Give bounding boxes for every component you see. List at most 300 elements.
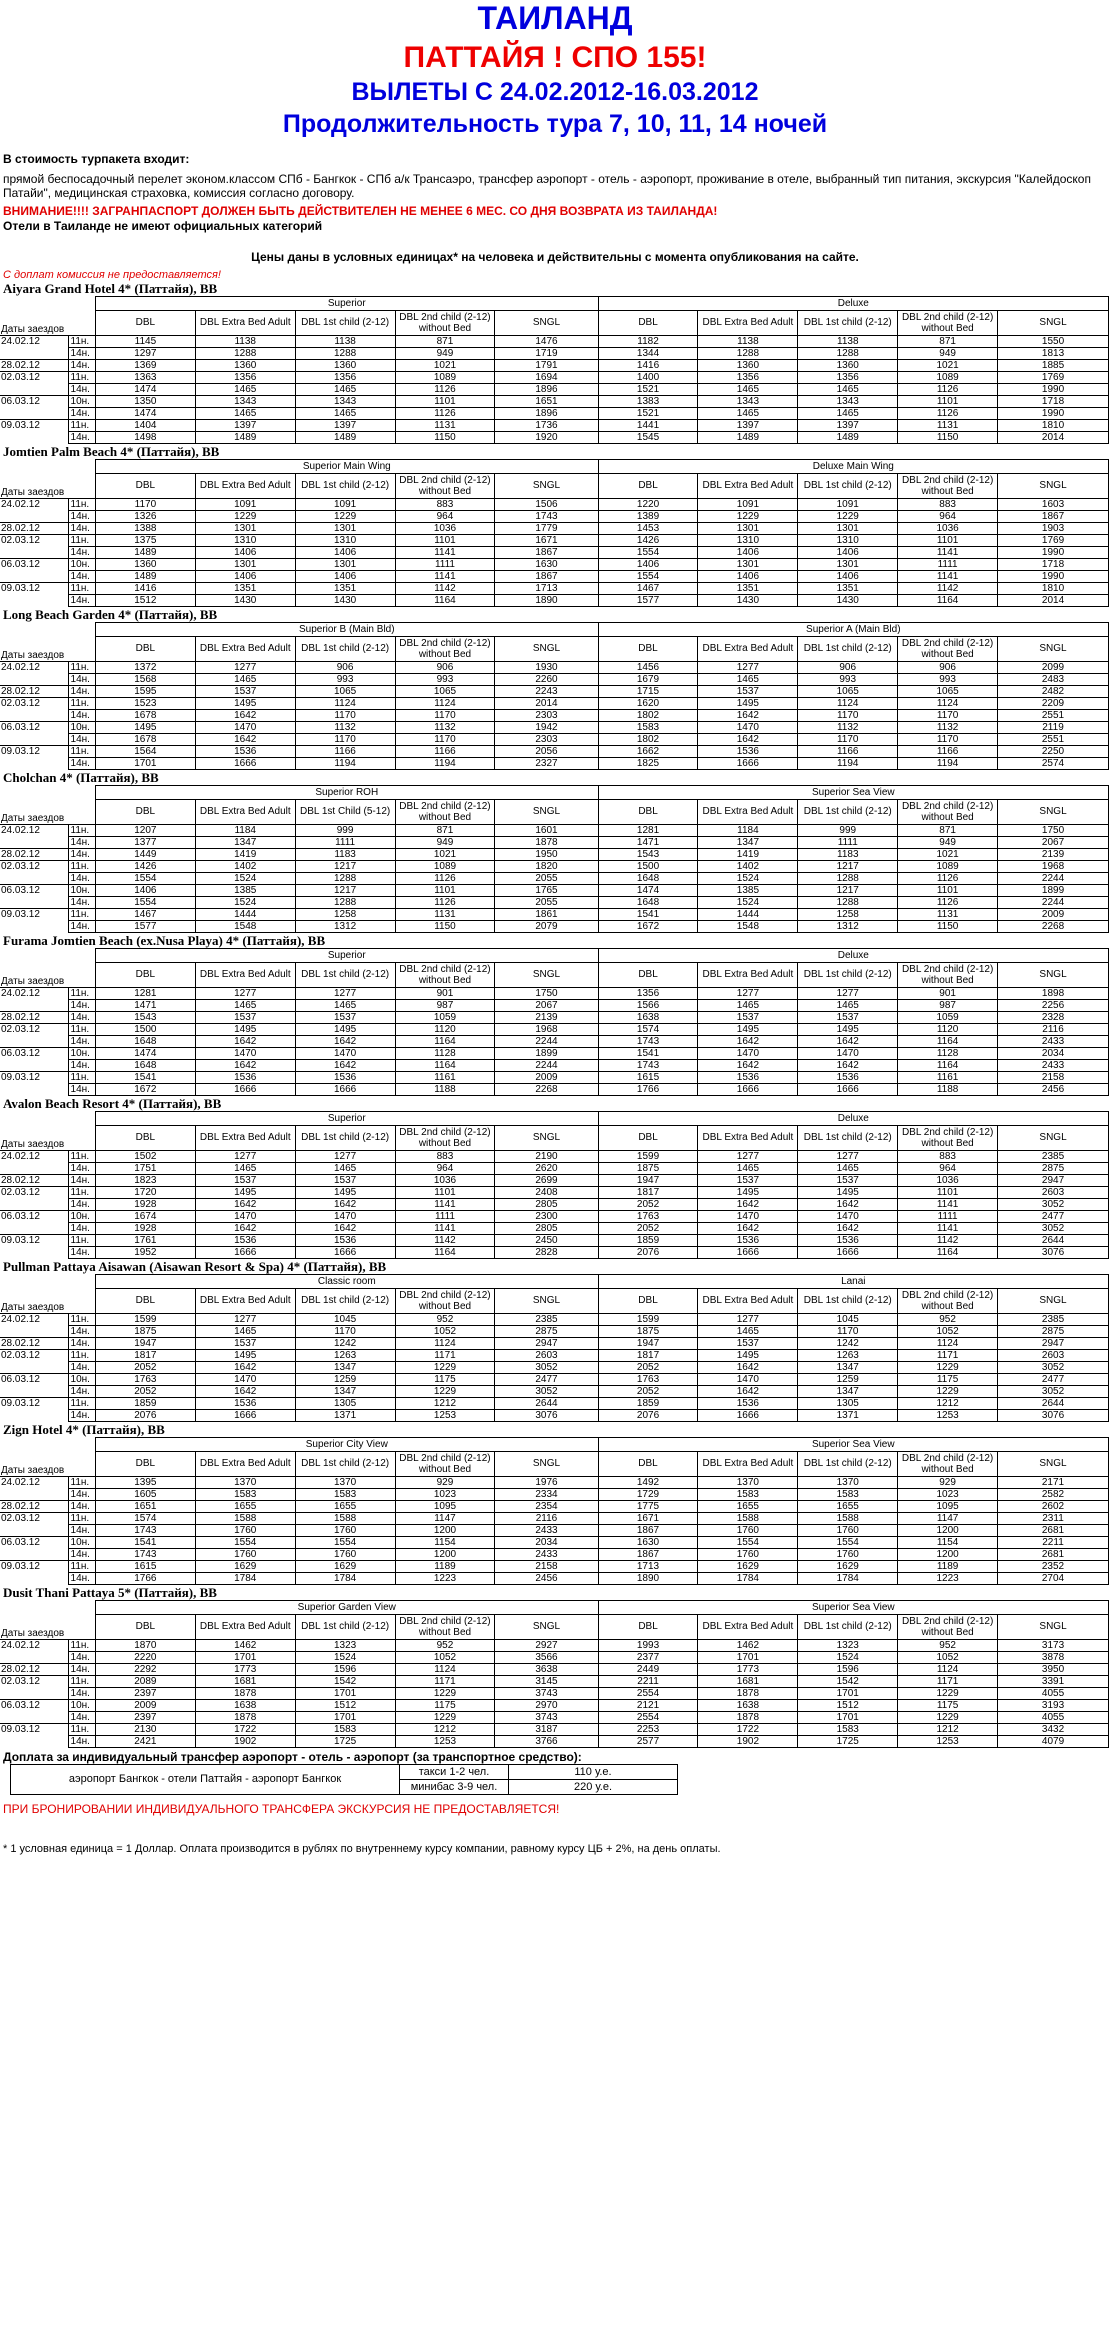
- price-cell: 3076: [998, 1409, 1109, 1421]
- price-cell: 2244: [495, 1059, 598, 1071]
- price-cell: 2385: [998, 1313, 1109, 1325]
- price-cell: 1761: [95, 1234, 195, 1246]
- nights-cell: 11н.: [68, 534, 95, 546]
- price-row: [0, 1687, 1109, 1699]
- price-cell: 1402: [698, 860, 798, 872]
- price-row: [0, 1325, 1109, 1337]
- transfer-title: Доплата за индивидуальный трансфер аэропорт - отель - аэропорт (за транспортное средство):: [3, 1749, 582, 1764]
- price-table: [0, 459, 1109, 607]
- price-cell: 1124: [898, 697, 998, 709]
- price-row: [0, 1047, 1109, 1059]
- price-cell: 1142: [395, 582, 495, 594]
- column-header-row: [0, 1125, 1109, 1150]
- price-cell: 1564: [95, 745, 195, 757]
- room-type-b: Deluxe: [598, 1111, 1108, 1125]
- price-cell: 1089: [395, 860, 495, 872]
- price-cell: 2352: [998, 1560, 1109, 1572]
- arrival-date: 09.03.12: [0, 419, 68, 431]
- hotel-list: [0, 281, 1110, 1748]
- price-row: [0, 558, 1109, 570]
- price-cell: 1642: [698, 1059, 798, 1071]
- arrival-date: [0, 1246, 68, 1258]
- price-cell: 2947: [998, 1337, 1109, 1349]
- price-cell: 1878: [698, 1711, 798, 1723]
- price-cell: 1402: [195, 860, 295, 872]
- price-cell: 1126: [898, 407, 998, 419]
- price-cell: 1583: [798, 1488, 898, 1500]
- price-cell: 2116: [495, 1512, 598, 1524]
- column-header: DBL 2nd child (2-12) without Bed: [395, 1451, 495, 1476]
- price-table: [0, 622, 1109, 770]
- price-cell: 1326: [95, 510, 195, 522]
- price-cell: 1760: [698, 1548, 798, 1560]
- price-cell: 2014: [495, 697, 598, 709]
- price-cell: 1059: [898, 1011, 998, 1023]
- arrival-date: 28.02.12: [0, 848, 68, 860]
- column-header: DBL: [95, 473, 195, 498]
- price-cell: 1138: [195, 335, 295, 347]
- price-cell: 1470: [698, 1047, 798, 1059]
- price-cell: 1495: [195, 697, 295, 709]
- price-cell: 1548: [698, 920, 798, 932]
- price-cell: 1928: [95, 1198, 195, 1210]
- price-cell: 1164: [395, 594, 495, 606]
- price-cell: 3638: [495, 1663, 598, 1675]
- price-cell: 1615: [95, 1560, 195, 1572]
- price-cell: 1720: [95, 1186, 195, 1198]
- price-row: [0, 1083, 1109, 1095]
- dates-header: Даты заездов: [1, 975, 65, 987]
- price-cell: 1476: [495, 335, 598, 347]
- nights-cell: 14н.: [68, 431, 95, 443]
- price-cell: 1867: [598, 1524, 698, 1536]
- price-cell: 2577: [598, 1735, 698, 1747]
- price-cell: 1212: [898, 1397, 998, 1409]
- price-cell: 1489: [295, 431, 395, 443]
- price-cell: 1170: [295, 709, 395, 721]
- price-cell: 2397: [95, 1711, 195, 1723]
- price-cell: 2681: [998, 1548, 1109, 1560]
- price-row: [0, 1488, 1109, 1500]
- price-cell: 1890: [495, 594, 598, 606]
- column-header-row: [0, 799, 1109, 824]
- price-cell: 1802: [598, 733, 698, 745]
- departures-title: ВЫЛЕТЫ С 24.02.2012-16.03.2012: [351, 78, 759, 107]
- arrival-date: 24.02.12: [0, 1476, 68, 1488]
- price-cell: 1347: [798, 1361, 898, 1373]
- price-cell: 1554: [598, 546, 698, 558]
- price-cell: 1363: [95, 371, 195, 383]
- price-cell: 1638: [698, 1699, 798, 1711]
- price-cell: 1715: [598, 685, 698, 697]
- price-cell: 1642: [195, 1059, 295, 1071]
- nights-cell: 11н.: [68, 697, 95, 709]
- price-cell: 2211: [598, 1675, 698, 1687]
- price-cell: 2244: [495, 1035, 598, 1047]
- price-cell: 1277: [295, 987, 395, 999]
- corner-cell: [0, 296, 95, 310]
- price-cell: 1823: [95, 1174, 195, 1186]
- column-header: SNGL: [495, 636, 598, 661]
- price-cell: 1301: [195, 558, 295, 570]
- arrival-date: 09.03.12: [0, 1071, 68, 1083]
- price-cell: 1899: [998, 884, 1109, 896]
- price-cell: 1395: [95, 1476, 195, 1488]
- price-cell: 2947: [495, 1337, 598, 1349]
- arrival-date: 02.03.12: [0, 534, 68, 546]
- price-cell: 1763: [95, 1373, 195, 1385]
- price-cell: 1666: [295, 1083, 395, 1095]
- price-cell: 1170: [395, 709, 495, 721]
- column-header: DBL Extra Bed Adult: [698, 962, 798, 987]
- price-row: [0, 1560, 1109, 1572]
- price-cell: 1301: [798, 558, 898, 570]
- price-cell: 1091: [798, 498, 898, 510]
- price-cell: 1194: [395, 757, 495, 769]
- price-cell: 1111: [395, 1210, 495, 1222]
- price-cell: 1638: [195, 1699, 295, 1711]
- room-type-row: [0, 1600, 1109, 1614]
- price-cell: 2244: [998, 896, 1109, 908]
- price-cell: 1166: [898, 745, 998, 757]
- price-cell: 1101: [898, 395, 998, 407]
- price-cell: 2076: [598, 1409, 698, 1421]
- price-cell: 1101: [395, 395, 495, 407]
- price-cell: 1760: [295, 1548, 395, 1560]
- price-cell: 2158: [998, 1071, 1109, 1083]
- price-cell: 906: [798, 661, 898, 673]
- price-cell: 2220: [95, 1651, 195, 1663]
- price-cell: 1655: [195, 1500, 295, 1512]
- price-cell: 1310: [195, 534, 295, 546]
- column-header: DBL 2nd child (2-12) without Bed: [395, 1125, 495, 1150]
- price-cell: 1370: [698, 1476, 798, 1488]
- price-cell: 2477: [998, 1210, 1109, 1222]
- price-cell: 1859: [598, 1234, 698, 1246]
- nights-cell: 11н.: [68, 1234, 95, 1246]
- column-header: DBL: [598, 1614, 698, 1639]
- price-cell: 1388: [95, 522, 195, 534]
- arrival-date: 06.03.12: [0, 395, 68, 407]
- price-cell: 1878: [195, 1687, 295, 1699]
- price-cell: 901: [395, 987, 495, 999]
- price-row: [0, 1349, 1109, 1361]
- hotel-section: [0, 770, 1110, 933]
- price-row: [0, 1500, 1109, 1512]
- arrival-date: 09.03.12: [0, 1234, 68, 1246]
- price-cell: 1474: [95, 383, 195, 395]
- price-cell: 1648: [598, 872, 698, 884]
- price-cell: 1642: [698, 1198, 798, 1210]
- price-cell: 1470: [195, 1047, 295, 1059]
- price-cell: 1550: [998, 335, 1109, 347]
- price-cell: 1360: [195, 359, 295, 371]
- column-header: DBL: [598, 1125, 698, 1150]
- price-cell: 1229: [395, 1361, 495, 1373]
- price-cell: 1052: [395, 1651, 495, 1663]
- price-cell: 1763: [598, 1373, 698, 1385]
- room-type-row: [0, 459, 1109, 473]
- price-cell: 1091: [698, 498, 798, 510]
- price-cell: 1523: [95, 697, 195, 709]
- price-cell: 2433: [998, 1059, 1109, 1071]
- price-cell: 1132: [798, 721, 898, 733]
- price-cell: 2130: [95, 1723, 195, 1735]
- price-cell: 1023: [898, 1488, 998, 1500]
- arrival-date: [0, 872, 68, 884]
- column-header: DBL 2nd child (2-12) without Bed: [898, 1451, 998, 1476]
- price-cell: 1212: [395, 1723, 495, 1735]
- price-cell: 1651: [495, 395, 598, 407]
- price-table: [0, 1111, 1109, 1259]
- dates-header: Даты заездов: [1, 1138, 65, 1150]
- price-row: [0, 522, 1109, 534]
- dates-header: Даты заездов: [1, 812, 65, 824]
- column-header: DBL Extra Bed Adult: [195, 473, 295, 498]
- price-cell: 1465: [195, 407, 295, 419]
- price-cell: 1736: [495, 419, 598, 431]
- price-cell: 1301: [798, 522, 898, 534]
- price-cell: 1642: [195, 1198, 295, 1210]
- price-cell: 3076: [998, 1246, 1109, 1258]
- price-table: [0, 1600, 1109, 1748]
- nights-cell: 14н.: [68, 1174, 95, 1186]
- price-cell: 1993: [598, 1639, 698, 1651]
- price-cell: 1470: [195, 1210, 295, 1222]
- price-cell: 1875: [598, 1325, 698, 1337]
- column-header: SNGL: [495, 799, 598, 824]
- price-cell: 1583: [698, 1488, 798, 1500]
- price-cell: 1101: [898, 534, 998, 546]
- price-cell: 1536: [698, 1071, 798, 1083]
- price-cell: 1541: [598, 908, 698, 920]
- nights-cell: 10н.: [68, 558, 95, 570]
- price-cell: 1253: [898, 1409, 998, 1421]
- price-cell: 1277: [798, 987, 898, 999]
- price-cell: 2450: [495, 1234, 598, 1246]
- price-cell: 3878: [998, 1651, 1109, 1663]
- price-cell: 1489: [95, 546, 195, 558]
- price-cell: 1194: [898, 757, 998, 769]
- price-row: [0, 1711, 1109, 1723]
- price-cell: 1351: [798, 582, 898, 594]
- price-cell: 1253: [898, 1735, 998, 1747]
- arrival-date: [0, 1162, 68, 1174]
- price-cell: 1343: [195, 395, 295, 407]
- transfer-table: [10, 1764, 678, 1795]
- price-cell: 1743: [95, 1524, 195, 1536]
- price-cell: 1253: [395, 1735, 495, 1747]
- hotel-name: Long Beach Garden 4* (Паттайя), BB: [3, 606, 218, 622]
- nights-cell: 11н.: [68, 1397, 95, 1409]
- price-cell: 1583: [295, 1723, 395, 1735]
- price-cell: 1524: [295, 1651, 395, 1663]
- price-cell: 1277: [195, 987, 295, 999]
- price-cell: 2875: [998, 1325, 1109, 1337]
- price-cell: 1036: [395, 1174, 495, 1186]
- price-cell: 1817: [598, 1349, 698, 1361]
- price-cell: 2260: [495, 673, 598, 685]
- price-cell: 1124: [898, 1663, 998, 1675]
- price-cell: 1655: [698, 1500, 798, 1512]
- price-cell: 3950: [998, 1663, 1109, 1675]
- price-cell: 1356: [798, 371, 898, 383]
- price-cell: 1065: [898, 685, 998, 697]
- price-cell: 1141: [395, 570, 495, 582]
- price-cell: 1495: [698, 697, 798, 709]
- price-cell: 1170: [295, 733, 395, 745]
- price-cell: 1312: [295, 920, 395, 932]
- price-cell: 1470: [195, 1373, 295, 1385]
- price-cell: 2483: [998, 673, 1109, 685]
- included-text: прямой беспосадочный перелет эконом.классом СПб - Бангкок - СПб а/к Трансаэро, трансфер аэропорт - отель - аэропорт, проживание в отеле, выбранный тип питания, экскурсия "Калейдоскоп Патайи", медицинская страховка, комиссия согласно договору.: [3, 171, 1091, 200]
- price-cell: 1091: [195, 498, 295, 510]
- price-cell: 1150: [395, 920, 495, 932]
- price-cell: 1301: [698, 522, 798, 534]
- price-cell: 3743: [495, 1711, 598, 1723]
- price-cell: 1356: [295, 371, 395, 383]
- price-cell: 1537: [295, 1011, 395, 1023]
- price-cell: 1867: [495, 546, 598, 558]
- price-cell: 1242: [798, 1337, 898, 1349]
- price-cell: 2875: [998, 1162, 1109, 1174]
- price-cell: 2052: [598, 1198, 698, 1210]
- column-header: DBL 2nd child (2-12) without Bed: [395, 1614, 495, 1639]
- price-row: [0, 1735, 1109, 1747]
- price-cell: 1406: [295, 546, 395, 558]
- nights-cell: 11н.: [68, 1675, 95, 1687]
- price-cell: 1229: [798, 510, 898, 522]
- corner-cell: [0, 1437, 95, 1451]
- room-type-a: Superior Garden View: [95, 1600, 598, 1614]
- hotel-section: [0, 933, 1110, 1096]
- price-cell: 1760: [698, 1524, 798, 1536]
- price-cell: 1161: [395, 1071, 495, 1083]
- column-header: DBL: [95, 962, 195, 987]
- hotel-section: [0, 1422, 1110, 1585]
- price-cell: 1947: [95, 1337, 195, 1349]
- price-cell: 2433: [495, 1548, 598, 1560]
- price-cell: 1217: [798, 860, 898, 872]
- price-cell: 1489: [95, 570, 195, 582]
- price-cell: 2828: [495, 1246, 598, 1258]
- price-cell: 1385: [195, 884, 295, 896]
- column-header-row: [0, 962, 1109, 987]
- price-cell: 949: [395, 836, 495, 848]
- price-row: [0, 1337, 1109, 1349]
- price-cell: 3052: [998, 1361, 1109, 1373]
- price-cell: 1101: [395, 1186, 495, 1198]
- price-cell: 1350: [95, 395, 195, 407]
- price-cell: 1277: [798, 1150, 898, 1162]
- price-cell: 1166: [395, 745, 495, 757]
- price-cell: 1990: [998, 570, 1109, 582]
- price-cell: 1059: [395, 1011, 495, 1023]
- price-cell: 1406: [195, 546, 295, 558]
- arrival-date: [0, 1035, 68, 1047]
- price-cell: 1217: [295, 860, 395, 872]
- price-cell: 2354: [495, 1500, 598, 1512]
- price-cell: 1536: [698, 745, 798, 757]
- price-cell: 1495: [95, 721, 195, 733]
- nights-cell: 14н.: [68, 1687, 95, 1699]
- nights-cell: 10н.: [68, 1047, 95, 1059]
- arrival-date: [0, 673, 68, 685]
- passport-warning: ВНИМАНИЕ!!!! ЗАГРАНПАСПОРТ ДОЛЖЕН БЫТЬ ДЕЙСТВИТЕЛЕН НЕ МЕНЕЕ 6 МЕС. СО ДНЯ ВОЗВРАТА ИЗ ТАИЛАНДА!: [3, 203, 718, 218]
- column-header: DBL: [95, 636, 195, 661]
- nights-cell: 14н.: [68, 920, 95, 932]
- price-cell: 1397: [698, 419, 798, 431]
- price-cell: 1642: [195, 733, 295, 745]
- price-cell: 1718: [998, 395, 1109, 407]
- column-header: DBL 1st child (2-12): [295, 310, 395, 335]
- price-cell: 1171: [395, 1675, 495, 1687]
- price-cell: 1263: [798, 1349, 898, 1361]
- price-row: [0, 1651, 1109, 1663]
- price-cell: 1583: [798, 1723, 898, 1735]
- price-cell: 3052: [998, 1385, 1109, 1397]
- nights-cell: 14н.: [68, 1222, 95, 1234]
- price-cell: 2244: [998, 872, 1109, 884]
- price-cell: 1867: [598, 1548, 698, 1560]
- column-header: DBL Extra Bed Adult: [195, 799, 295, 824]
- price-cell: 1666: [195, 1409, 295, 1421]
- price-cell: 1537: [698, 1337, 798, 1349]
- price-cell: 1474: [95, 1047, 195, 1059]
- arrival-date: [0, 1385, 68, 1397]
- price-cell: 1170: [295, 1325, 395, 1337]
- price-cell: 1310: [698, 534, 798, 546]
- price-cell: 1406: [698, 570, 798, 582]
- arrival-date: [0, 1651, 68, 1663]
- price-cell: 1701: [195, 1651, 295, 1663]
- price-cell: 1554: [95, 872, 195, 884]
- price-cell: 1642: [295, 1059, 395, 1071]
- price-cell: 1713: [598, 1560, 698, 1572]
- price-row: [0, 757, 1109, 769]
- price-cell: 1220: [598, 498, 698, 510]
- price-cell: 1537: [195, 1174, 295, 1186]
- price-cell: 1492: [598, 1476, 698, 1488]
- price-cell: 3145: [495, 1675, 598, 1687]
- price-cell: 1397: [295, 419, 395, 431]
- arrival-date: 28.02.12: [0, 1011, 68, 1023]
- price-cell: 964: [395, 510, 495, 522]
- nights-cell: 14н.: [68, 1246, 95, 1258]
- transfer-route: аэропорт Бангкок - отели Паттайя - аэропорт Бангкок: [11, 1764, 400, 1794]
- price-cell: 4055: [998, 1711, 1109, 1723]
- price-cell: 1465: [798, 383, 898, 395]
- room-type-b: Lanai: [598, 1274, 1108, 1288]
- price-cell: 1543: [95, 1011, 195, 1023]
- price-cell: 1878: [698, 1687, 798, 1699]
- price-row: [0, 673, 1109, 685]
- price-row: [0, 836, 1109, 848]
- price-cell: 1021: [395, 359, 495, 371]
- hotel-name: Pullman Pattaya Aisawan (Aisawan Resort & Spa) 4* (Паттайя), BB: [3, 1258, 387, 1274]
- price-cell: 1554: [195, 1536, 295, 1548]
- price-cell: 1170: [898, 733, 998, 745]
- price-cell: 1651: [95, 1500, 195, 1512]
- room-type-a: Superior ROH: [95, 785, 598, 799]
- arrival-date: [0, 1572, 68, 1584]
- room-type-a: Superior Main Wing: [95, 459, 598, 473]
- nights-cell: 14н.: [68, 594, 95, 606]
- price-cell: 1524: [698, 896, 798, 908]
- column-header: DBL 1st child (2-12): [295, 473, 395, 498]
- price-cell: 1470: [798, 1210, 898, 1222]
- price-cell: 1229: [698, 510, 798, 522]
